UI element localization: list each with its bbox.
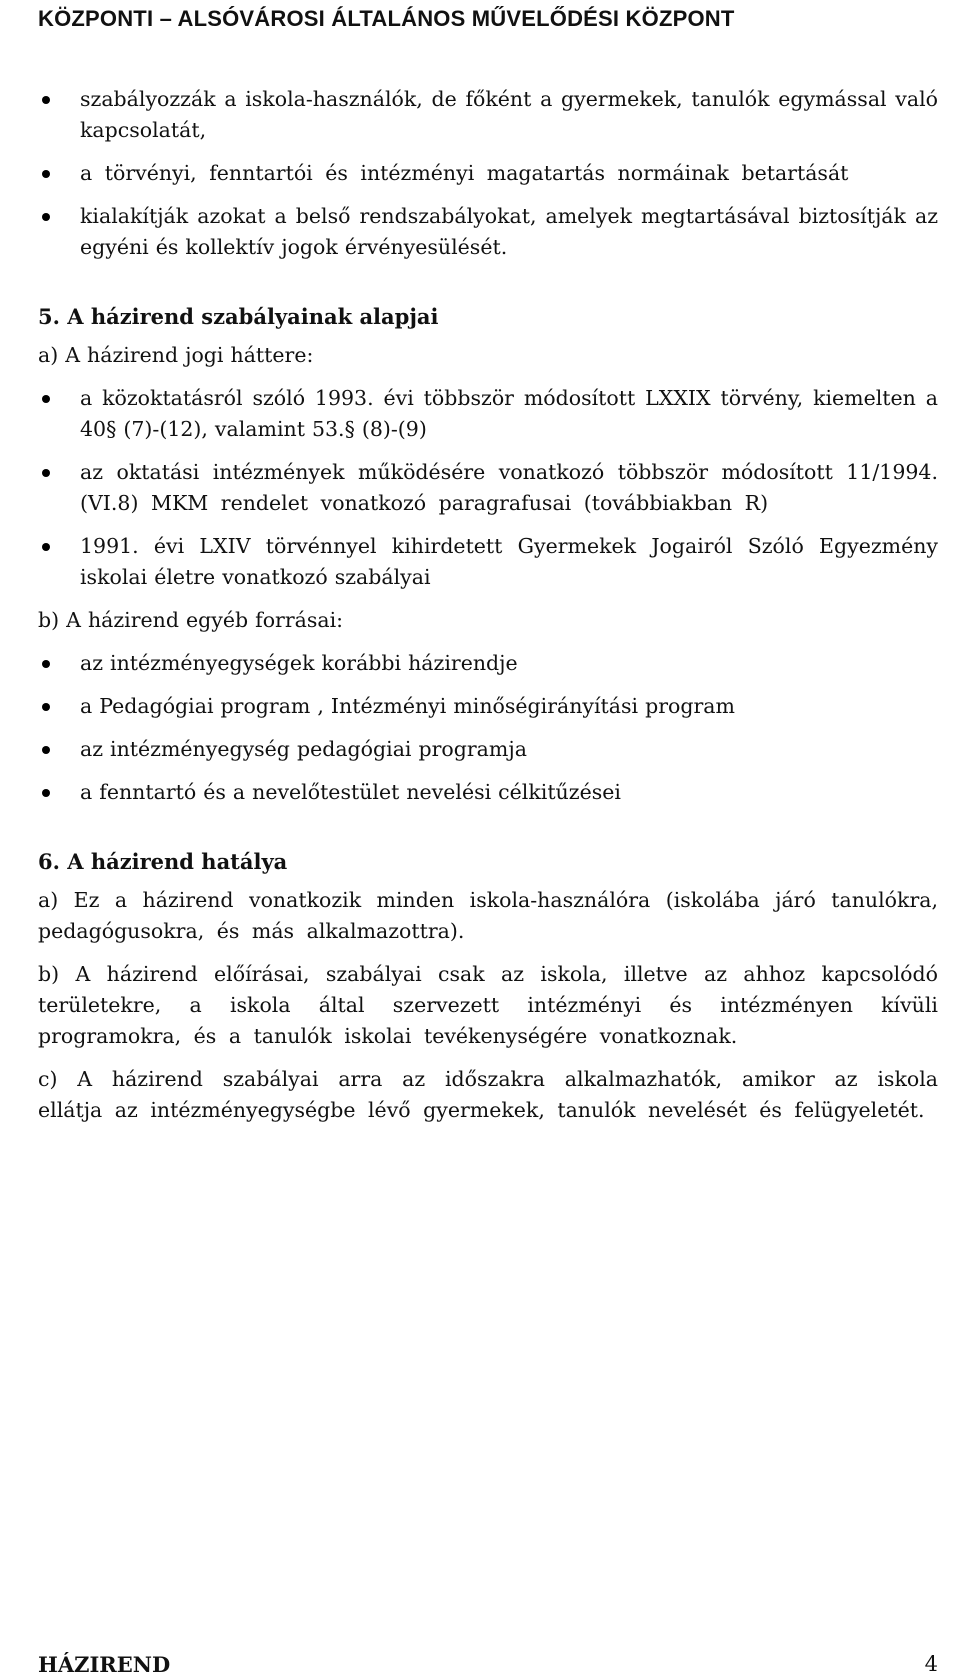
page-number: 4 — [924, 1652, 938, 1676]
section-5a-bullet-2: az oktatási intézmények működésére vonatkozó többször módosított 11/1994.(VI.8) MKM rendelet vonatkozó paragrafusai (továbbiakban R) — [38, 457, 938, 519]
section-5a-label: a) A házirend jogi háttere: — [38, 343, 314, 367]
section-6a-paragraph: a) Ez a házirend vonatkozik minden iskola-használóra (iskolába járó tanulókra, pedagógusokra, és más alkalmazottra). — [38, 888, 938, 943]
section-5b-bullet-4: a fenntartó és a nevelőtestület nevelési célkitűzései — [38, 777, 938, 808]
section-5a-bullet-1: a közoktatásról szóló 1993. évi többször módosított LXXIX törvény, kiemelten a 40§ (7)-(12), valamint 53.§ (8)-(9) — [38, 383, 938, 445]
intro-bullet-3: kialakítják azokat a belső rendszabályokat, amelyek megtartásával biztosítják az egyéni és kollektív jogok érvényesülését. — [38, 201, 938, 263]
intro-bullet-2: a törvényi, fenntartói és intézményi magatartás normáinak betartását — [38, 158, 938, 189]
section-5b-bullet-2: a Pedagógiai program , Intézményi minőségirányítási program — [38, 691, 938, 722]
page-header-title: KÖZPONTI – ALSÓVÁROSI ÁLTALÁNOS MŰVELŐDÉSI KÖZPONT — [38, 6, 735, 31]
section-6c-paragraph: c) A házirend szabályai arra az időszakra alkalmazhatók, amikor az iskola ellátja az intézményegységbe lévő gyermekek, tanulók nevelését és felügyeletét. — [38, 1067, 938, 1122]
section-5b-bullet-1: az intézményegységek korábbi házirendje — [38, 648, 938, 679]
section-5b-label: b) A házirend egyéb forrásai: — [38, 608, 344, 632]
document-body — [38, 84, 938, 1126]
intro-bullet-1: szabályozzák a iskola-használók, de főként a gyermekek, tanulók egymással való kapcsolatát, — [38, 84, 938, 146]
footer-document-title: HÁZIREND — [38, 1652, 171, 1677]
section-6b-paragraph: b) A házirend előírásai, szabályai csak az iskola, illetve az ahhoz kapcsolódó területekre, a iskola által szervezett intézményi és intézményen kívüli programokra, és a tanulók iskolai tevékenységére vonatkoznak. — [38, 962, 938, 1048]
section-5a-bullet-3: 1991. évi LXIV törvénnyel kihirdetett Gyermekek Jogairól Szóló Egyezmény iskolai életre vonatkozó szabályai — [38, 531, 938, 593]
section-6-heading: 6. A házirend hatálya — [38, 849, 288, 874]
section-5-heading: 5. A házirend szabályainak alapjai — [38, 304, 439, 329]
section-5b-bullet-3: az intézményegység pedagógiai programja — [38, 734, 938, 765]
